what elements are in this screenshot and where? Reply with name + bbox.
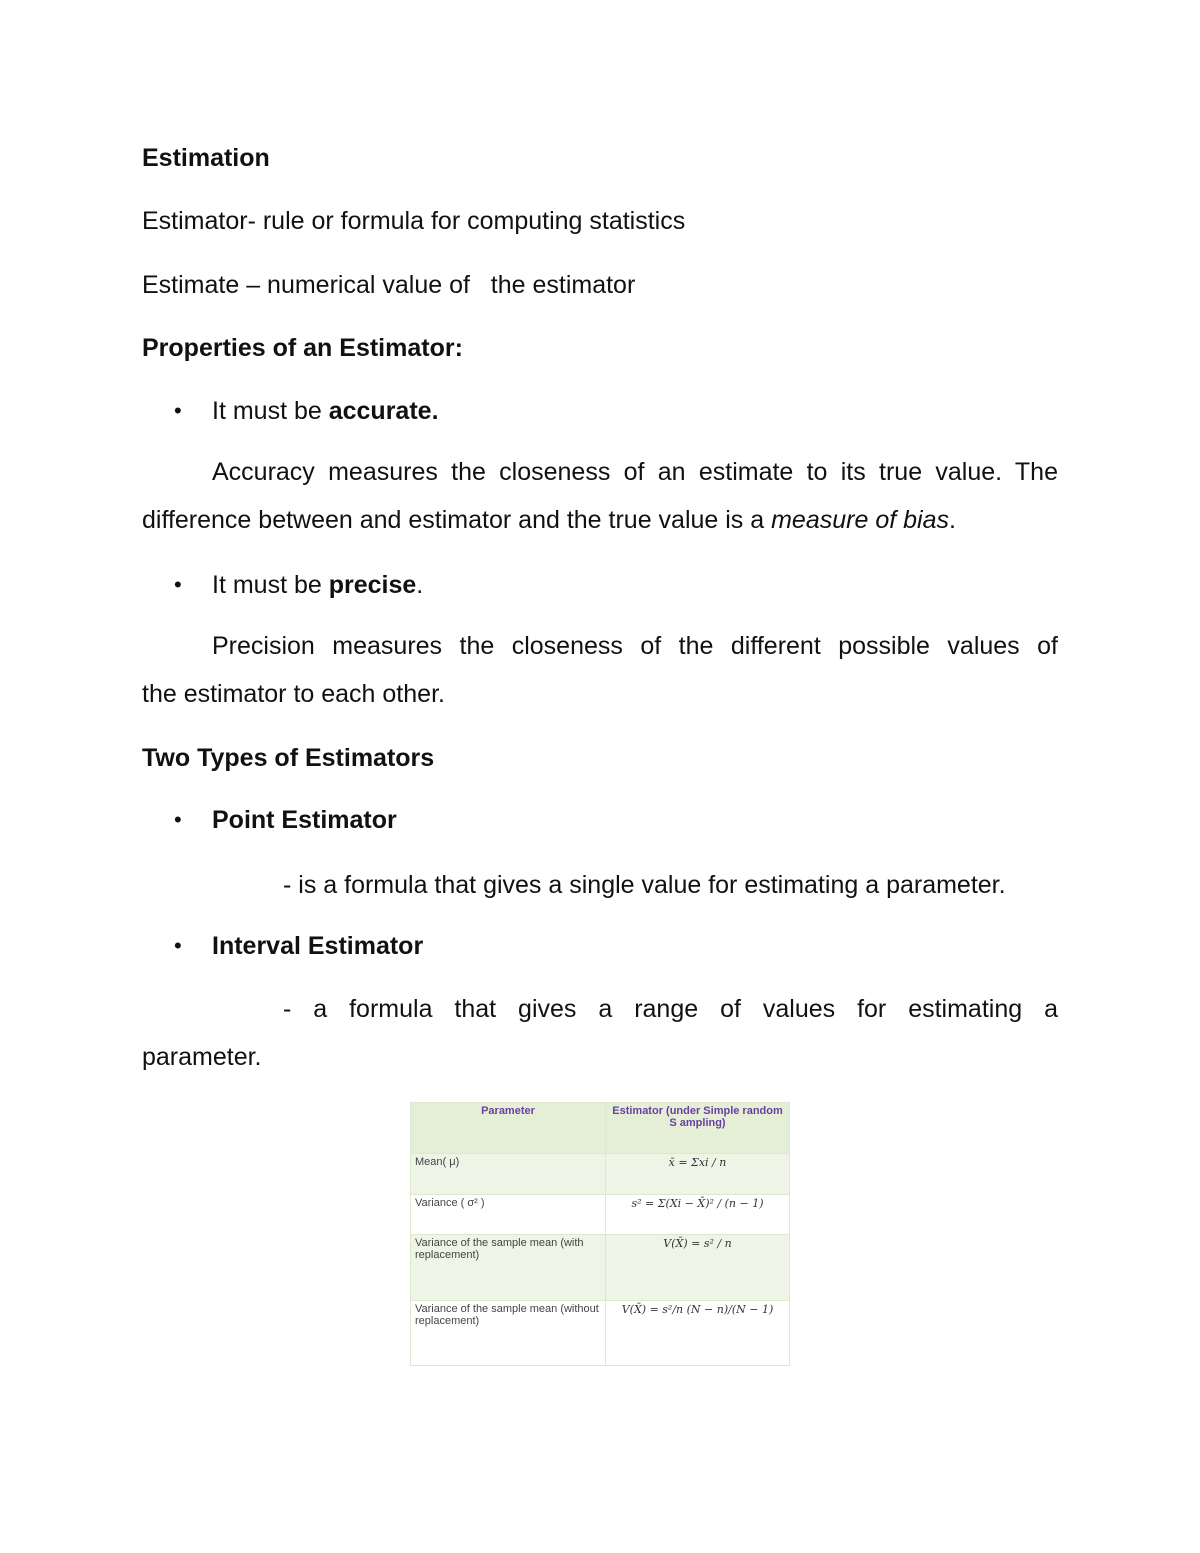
table-row <box>411 1154 790 1195</box>
interval-estimator-desc <box>142 985 1058 1081</box>
property-keyword: accurate. <box>328 397 439 425</box>
table-cell: x̄ = Σxi / n <box>606 1154 790 1195</box>
table-row <box>411 1300 790 1365</box>
property-accurate <box>212 396 439 426</box>
table-cell: s² = Σ(Xi − X̄)² / (n − 1) <box>606 1194 790 1235</box>
table-cell: Variance of the sample mean (with replacement) <box>411 1235 606 1300</box>
table-row <box>411 1235 790 1300</box>
bullet-icon: • <box>174 807 182 832</box>
description-line: Accuracy measures the closeness of an estimate to its true value. The <box>212 458 1058 486</box>
property-keyword: precise <box>328 571 417 599</box>
property-lead: It must be <box>212 397 329 425</box>
bias-term: measure of bias <box>771 506 949 534</box>
table-cell: Variance ( σ² ) <box>411 1194 606 1235</box>
description-line: difference between and estimator and the true value is a measure of bias. <box>142 506 956 534</box>
property-tail: . <box>416 571 424 599</box>
table-header-parameter: Parameter <box>411 1103 606 1154</box>
description-line: Precision measures the closeness of the different possible values of <box>212 632 1058 660</box>
types-heading: Two Types of Estimators <box>142 744 435 772</box>
interval-estimator-label: Interval Estimator <box>212 932 424 960</box>
table-row <box>411 1194 790 1235</box>
properties-heading: Properties of an Estimator: <box>142 334 463 362</box>
description-line: the estimator to each other. <box>142 680 445 708</box>
table-header-estimator: Estimator (under Simple random S ampling) <box>606 1103 790 1154</box>
table-cell: V(X̄) = s² / n <box>606 1235 790 1300</box>
table-cell: V(X̄) = s²/n (N − n)/(N − 1) <box>606 1300 790 1365</box>
accuracy-description <box>142 448 1058 544</box>
table-cell: Mean( μ) <box>411 1154 606 1195</box>
estimator-definition: Estimator- rule or formula for computing statistics <box>142 207 686 235</box>
bullet-icon: • <box>174 572 182 597</box>
bullet-icon: • <box>174 398 182 423</box>
property-lead: It must be <box>212 571 329 599</box>
page-title: Estimation <box>142 144 270 172</box>
point-estimator-label: Point Estimator <box>212 806 397 834</box>
description-line: parameter. <box>142 1043 262 1071</box>
table-cell: Variance of the sample mean (without replacement) <box>411 1300 606 1365</box>
description-line: - a formula that gives a range of values for estimating a <box>283 995 1058 1023</box>
point-estimator-desc: - is a formula that gives a single value for estimating a parameter. <box>283 871 1006 899</box>
bullet-icon: • <box>174 933 182 958</box>
estimator-table <box>410 1102 790 1366</box>
property-precise <box>212 570 423 600</box>
precision-description <box>142 622 1058 718</box>
estimate-definition: Estimate – numerical value of the estimator <box>142 271 636 299</box>
